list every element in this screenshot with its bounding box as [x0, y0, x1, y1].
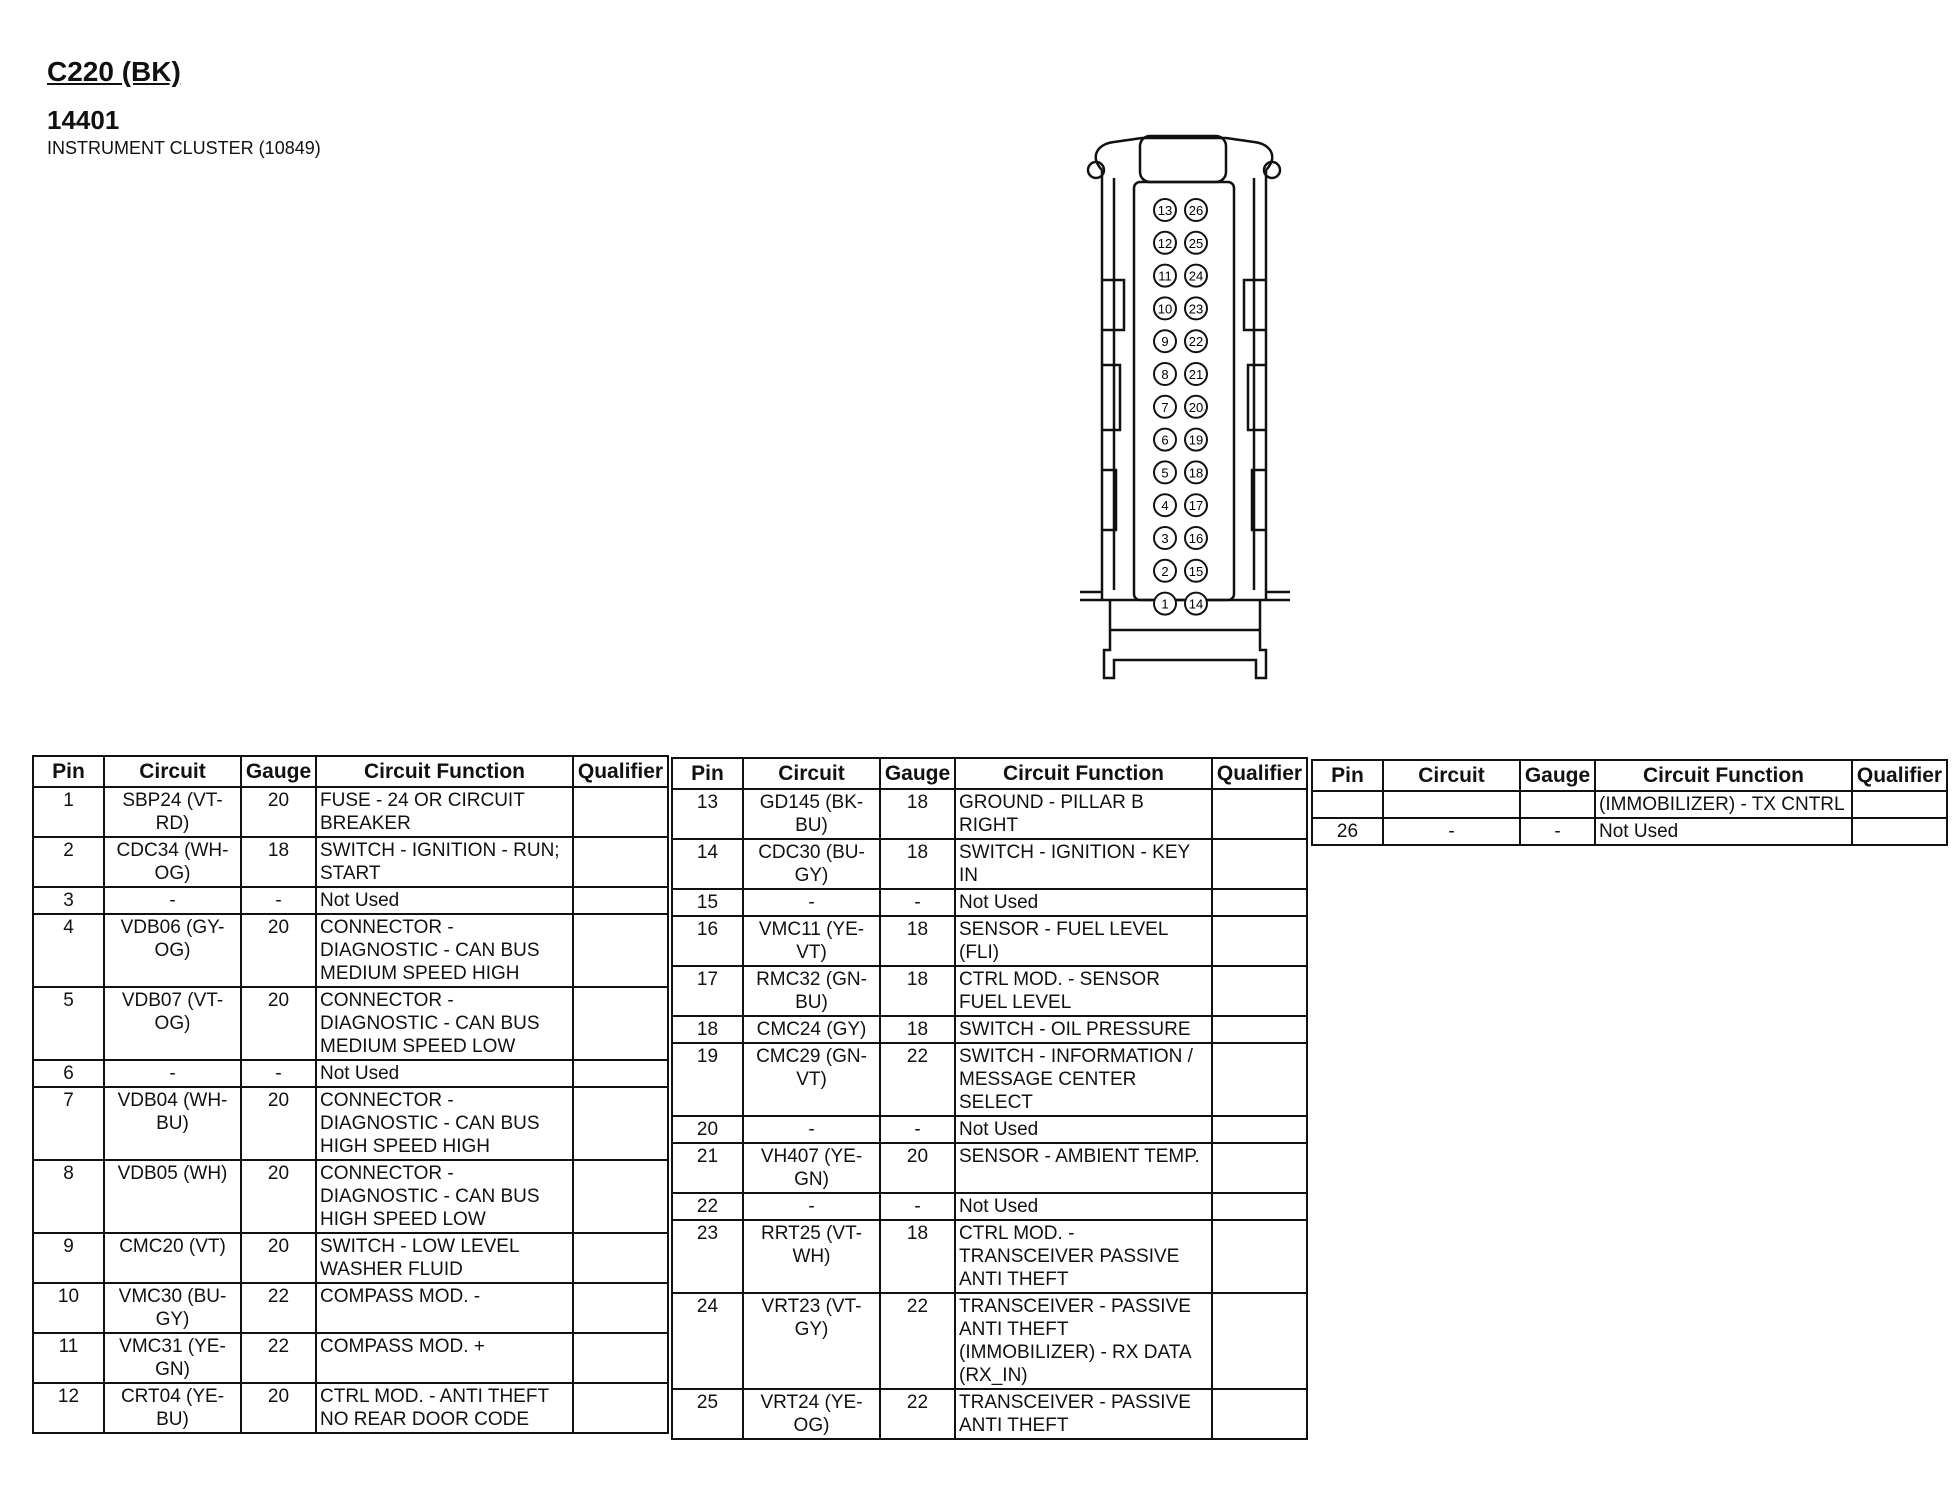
cell-gauge: 18	[880, 1220, 955, 1293]
header-circuit: Circuit	[1383, 760, 1520, 791]
cell-gauge: 18	[880, 789, 955, 839]
table-row	[33, 1060, 668, 1087]
cell-gauge: 22	[880, 1389, 955, 1439]
part-number: 14401	[47, 105, 120, 135]
cell-function: FUSE - 24 OR CIRCUIT BREAKER	[316, 787, 573, 837]
cell-qualifier	[1212, 916, 1307, 966]
pin-number-label: 10	[1157, 301, 1173, 317]
cell-function: CTRL MOD. - SENSOR FUEL LEVEL	[955, 966, 1212, 1016]
cell-function: SWITCH - IGNITION - KEY IN	[955, 839, 1212, 889]
pin-number-label: 2	[1161, 563, 1169, 579]
cell-qualifier	[1212, 789, 1307, 839]
cell-pin: 11	[33, 1333, 104, 1383]
cell-qualifier	[573, 1160, 668, 1233]
header-function: Circuit Function	[1595, 760, 1852, 791]
cell-pin: 16	[672, 916, 743, 966]
pin-number-label: 7	[1161, 399, 1169, 415]
cell-qualifier	[1212, 1143, 1307, 1193]
cell-pin: 8	[33, 1160, 104, 1233]
cell-gauge: -	[880, 1193, 955, 1220]
cell-qualifier	[573, 1383, 668, 1433]
cell-qualifier	[573, 1333, 668, 1383]
cell-pin: 9	[33, 1233, 104, 1283]
cell-circuit: CMC29 (GN-VT)	[743, 1043, 880, 1116]
cell-pin: 1	[33, 787, 104, 837]
cell-function: CTRL MOD. - TRANSCEIVER PASSIVE ANTI THEFT	[955, 1220, 1212, 1293]
cell-gauge: -	[880, 889, 955, 916]
cell-function: (IMMOBILIZER) - TX CNTRL	[1595, 791, 1852, 818]
cell-pin: 22	[672, 1193, 743, 1220]
pin-number-label: 23	[1188, 301, 1204, 317]
cell-function: Not Used	[316, 1060, 573, 1087]
cell-circuit: VRT24 (YE-OG)	[743, 1389, 880, 1439]
cell-circuit: -	[743, 1116, 880, 1143]
table-row	[672, 1043, 1307, 1116]
cell-function: Not Used	[316, 887, 573, 914]
table-row	[33, 1233, 668, 1283]
pin-number-label: 9	[1161, 334, 1169, 350]
table-row	[672, 1193, 1307, 1220]
cell-pin: 17	[672, 966, 743, 1016]
cell-function: SENSOR - AMBIENT TEMP.	[955, 1143, 1212, 1193]
cell-function: SWITCH - IGNITION - RUN; START	[316, 837, 573, 887]
cell-circuit: CMC20 (VT)	[104, 1233, 241, 1283]
table-row	[33, 1383, 668, 1433]
table-row	[1312, 791, 1947, 818]
cell-qualifier	[1852, 818, 1947, 845]
table-row	[33, 1160, 668, 1233]
cell-qualifier	[573, 787, 668, 837]
cell-function: Not Used	[955, 1193, 1212, 1220]
pin-number-label: 14	[1188, 596, 1204, 612]
cell-function: GROUND - PILLAR B RIGHT	[955, 789, 1212, 839]
cell-gauge: 18	[880, 966, 955, 1016]
header-gauge: Gauge	[241, 756, 316, 787]
table-header-row	[672, 758, 1307, 789]
cell-qualifier	[573, 987, 668, 1060]
cell-circuit: RMC32 (GN-BU)	[743, 966, 880, 1016]
cell-circuit: CRT04 (YE-BU)	[104, 1383, 241, 1433]
cell-gauge: 18	[241, 837, 316, 887]
table-row	[672, 966, 1307, 1016]
header-function: Circuit Function	[316, 756, 573, 787]
header-qualifier: Qualifier	[1212, 758, 1307, 789]
pin-number-label: 8	[1161, 367, 1169, 382]
table-row	[672, 789, 1307, 839]
cell-gauge: 18	[880, 1016, 955, 1043]
cell-gauge: 22	[880, 1293, 955, 1389]
cell-circuit: VRT23 (VT-GY)	[743, 1293, 880, 1389]
cell-circuit: -	[743, 1193, 880, 1220]
pin-number-label: 19	[1188, 432, 1204, 448]
pin-number-label: 18	[1188, 465, 1204, 481]
table-header-row	[33, 756, 668, 787]
cell-qualifier	[573, 914, 668, 987]
table-row	[33, 1087, 668, 1160]
table-row	[672, 1116, 1307, 1143]
cell-gauge: 20	[241, 1087, 316, 1160]
pin-number-label: 21	[1188, 367, 1204, 382]
cell-circuit: -	[104, 1060, 241, 1087]
cell-circuit: VMC31 (YE-GN)	[104, 1333, 241, 1383]
header-qualifier: Qualifier	[573, 756, 668, 787]
cell-circuit: SBP24 (VT-RD)	[104, 787, 241, 837]
pin-number-label: 22	[1188, 334, 1204, 350]
header-pin: Pin	[672, 758, 743, 789]
cell-function: Not Used	[1595, 818, 1852, 845]
cell-gauge: -	[1520, 818, 1595, 845]
pin-number-label: 13	[1157, 203, 1173, 218]
cell-gauge: 22	[880, 1043, 955, 1116]
pin-number-label: 26	[1188, 203, 1204, 218]
pin-number-label: 3	[1161, 531, 1169, 546]
pin-number-label: 5	[1161, 465, 1169, 481]
cell-gauge: 22	[241, 1333, 316, 1383]
connector-title: C220 (BK)	[47, 56, 181, 87]
pinout-table-1	[32, 755, 669, 1434]
cell-gauge: 20	[241, 787, 316, 837]
cell-pin: 26	[1312, 818, 1383, 845]
cell-qualifier	[1852, 791, 1947, 818]
component-description: INSTRUMENT CLUSTER (10849)	[47, 138, 321, 158]
cell-gauge: 18	[880, 916, 955, 966]
cell-circuit	[1383, 791, 1520, 818]
pin-number-label: 4	[1161, 498, 1169, 514]
header-gauge: Gauge	[880, 758, 955, 789]
table-row	[672, 1143, 1307, 1193]
cell-circuit: VDB06 (GY-OG)	[104, 914, 241, 987]
table-row	[672, 1016, 1307, 1043]
cell-pin: 6	[33, 1060, 104, 1087]
cell-function: Not Used	[955, 1116, 1212, 1143]
cell-circuit: VDB04 (WH-BU)	[104, 1087, 241, 1160]
cell-function: CONNECTOR - DIAGNOSTIC - CAN BUS MEDIUM SPEED HIGH	[316, 914, 573, 987]
pinout-table-3	[1311, 759, 1948, 846]
cell-pin: 12	[33, 1383, 104, 1433]
cell-qualifier	[573, 887, 668, 914]
cell-pin: 2	[33, 837, 104, 887]
cell-qualifier	[1212, 1220, 1307, 1293]
cell-circuit: -	[1383, 818, 1520, 845]
table-row	[33, 787, 668, 837]
cell-circuit: VMC30 (BU-GY)	[104, 1283, 241, 1333]
cell-gauge: 20	[241, 987, 316, 1060]
cell-pin: 10	[33, 1283, 104, 1333]
cell-qualifier	[1212, 1193, 1307, 1220]
cell-qualifier	[573, 837, 668, 887]
pinout-table-2	[671, 757, 1308, 1440]
cell-function: SENSOR - FUEL LEVEL (FLI)	[955, 916, 1212, 966]
cell-qualifier	[1212, 1043, 1307, 1116]
cell-function: COMPASS MOD. +	[316, 1333, 573, 1383]
cell-pin: 25	[672, 1389, 743, 1439]
cell-qualifier	[573, 1233, 668, 1283]
table-header-row	[1312, 760, 1947, 791]
table-row	[33, 987, 668, 1060]
cell-qualifier	[573, 1283, 668, 1333]
cell-circuit: VDB07 (VT-OG)	[104, 987, 241, 1060]
cell-pin: 3	[33, 887, 104, 914]
cell-gauge: -	[880, 1116, 955, 1143]
header-circuit: Circuit	[104, 756, 241, 787]
pin-number-label: 1	[1161, 596, 1169, 612]
table-row	[672, 916, 1307, 966]
header-pin: Pin	[1312, 760, 1383, 791]
table-row	[33, 887, 668, 914]
cell-circuit: CMC24 (GY)	[743, 1016, 880, 1043]
cell-gauge: 18	[880, 839, 955, 889]
table-row	[33, 1333, 668, 1383]
cell-qualifier	[1212, 1116, 1307, 1143]
cell-circuit: RRT25 (VT-WH)	[743, 1220, 880, 1293]
pin-number-label: 6	[1161, 432, 1169, 448]
pin-number-label: 12	[1157, 235, 1173, 251]
table-row	[672, 839, 1307, 889]
header-circuit: Circuit	[743, 758, 880, 789]
cell-gauge: -	[241, 887, 316, 914]
cell-gauge: 20	[241, 1160, 316, 1233]
cell-gauge: 20	[880, 1143, 955, 1193]
cell-pin: 13	[672, 789, 743, 839]
cell-qualifier	[573, 1087, 668, 1160]
cell-qualifier	[1212, 889, 1307, 916]
cell-circuit: CDC34 (WH-OG)	[104, 837, 241, 887]
cell-pin: 14	[672, 839, 743, 889]
table-row	[672, 889, 1307, 916]
cell-pin: 24	[672, 1293, 743, 1389]
cell-qualifier	[1212, 1293, 1307, 1389]
cell-pin: 21	[672, 1143, 743, 1193]
table-row	[672, 1220, 1307, 1293]
cell-function: TRANSCEIVER - PASSIVE ANTI THEFT	[955, 1389, 1212, 1439]
cell-gauge: -	[241, 1060, 316, 1087]
cell-qualifier	[1212, 1016, 1307, 1043]
cell-pin	[1312, 791, 1383, 818]
cell-circuit: VMC11 (YE-VT)	[743, 916, 880, 966]
header-qualifier: Qualifier	[1852, 760, 1947, 791]
pin-number-label: 20	[1188, 399, 1204, 415]
cell-function: COMPASS MOD. -	[316, 1283, 573, 1333]
cell-function: SWITCH - OIL PRESSURE	[955, 1016, 1212, 1043]
cell-qualifier	[1212, 966, 1307, 1016]
cell-qualifier	[1212, 1389, 1307, 1439]
cell-pin: 15	[672, 889, 743, 916]
pin-number-label: 17	[1188, 498, 1204, 514]
cell-gauge	[1520, 791, 1595, 818]
cell-function: SWITCH - LOW LEVEL WASHER FLUID	[316, 1233, 573, 1283]
cell-circuit: CDC30 (BU-GY)	[743, 839, 880, 889]
cell-gauge: 22	[241, 1283, 316, 1333]
cell-function: CONNECTOR - DIAGNOSTIC - CAN BUS HIGH SPEED LOW	[316, 1160, 573, 1233]
cell-gauge: 20	[241, 1383, 316, 1433]
cell-function: CTRL MOD. - ANTI THEFT NO REAR DOOR CODE	[316, 1383, 573, 1433]
cell-circuit: GD145 (BK-BU)	[743, 789, 880, 839]
pin-number-label: 11	[1158, 268, 1172, 284]
cell-qualifier	[573, 1060, 668, 1087]
cell-circuit: -	[743, 889, 880, 916]
cell-function: CONNECTOR - DIAGNOSTIC - CAN BUS MEDIUM SPEED LOW	[316, 987, 573, 1060]
table-row	[1312, 818, 1947, 845]
pin-number-label: 25	[1188, 235, 1204, 251]
cell-pin: 20	[672, 1116, 743, 1143]
table-row	[33, 1283, 668, 1333]
table-row	[33, 837, 668, 887]
table-row	[33, 914, 668, 987]
connector-face-diagram	[1080, 130, 1290, 700]
pin-number-label: 24	[1188, 268, 1204, 284]
cell-circuit: VH407 (YE-GN)	[743, 1143, 880, 1193]
cell-pin: 7	[33, 1087, 104, 1160]
cell-pin: 23	[672, 1220, 743, 1293]
cell-pin: 4	[33, 914, 104, 987]
cell-function: Not Used	[955, 889, 1212, 916]
header-pin: Pin	[33, 756, 104, 787]
table-row	[672, 1389, 1307, 1439]
cell-pin: 5	[33, 987, 104, 1060]
cell-gauge: 20	[241, 914, 316, 987]
cell-function: SWITCH - INFORMATION / MESSAGE CENTER SELECT	[955, 1043, 1212, 1116]
cell-function: CONNECTOR - DIAGNOSTIC - CAN BUS HIGH SPEED HIGH	[316, 1087, 573, 1160]
pin-number-label: 16	[1188, 531, 1204, 546]
cell-pin: 19	[672, 1043, 743, 1116]
cell-pin: 18	[672, 1016, 743, 1043]
pin-number-label: 15	[1188, 563, 1204, 579]
cell-circuit: VDB05 (WH)	[104, 1160, 241, 1233]
header-function: Circuit Function	[955, 758, 1212, 789]
table-row	[672, 1293, 1307, 1389]
cell-circuit: -	[104, 887, 241, 914]
header-gauge: Gauge	[1520, 760, 1595, 791]
cell-gauge: 20	[241, 1233, 316, 1283]
cell-function: TRANSCEIVER - PASSIVE ANTI THEFT (IMMOBILIZER) - RX DATA (RX_IN)	[955, 1293, 1212, 1389]
cell-qualifier	[1212, 839, 1307, 889]
